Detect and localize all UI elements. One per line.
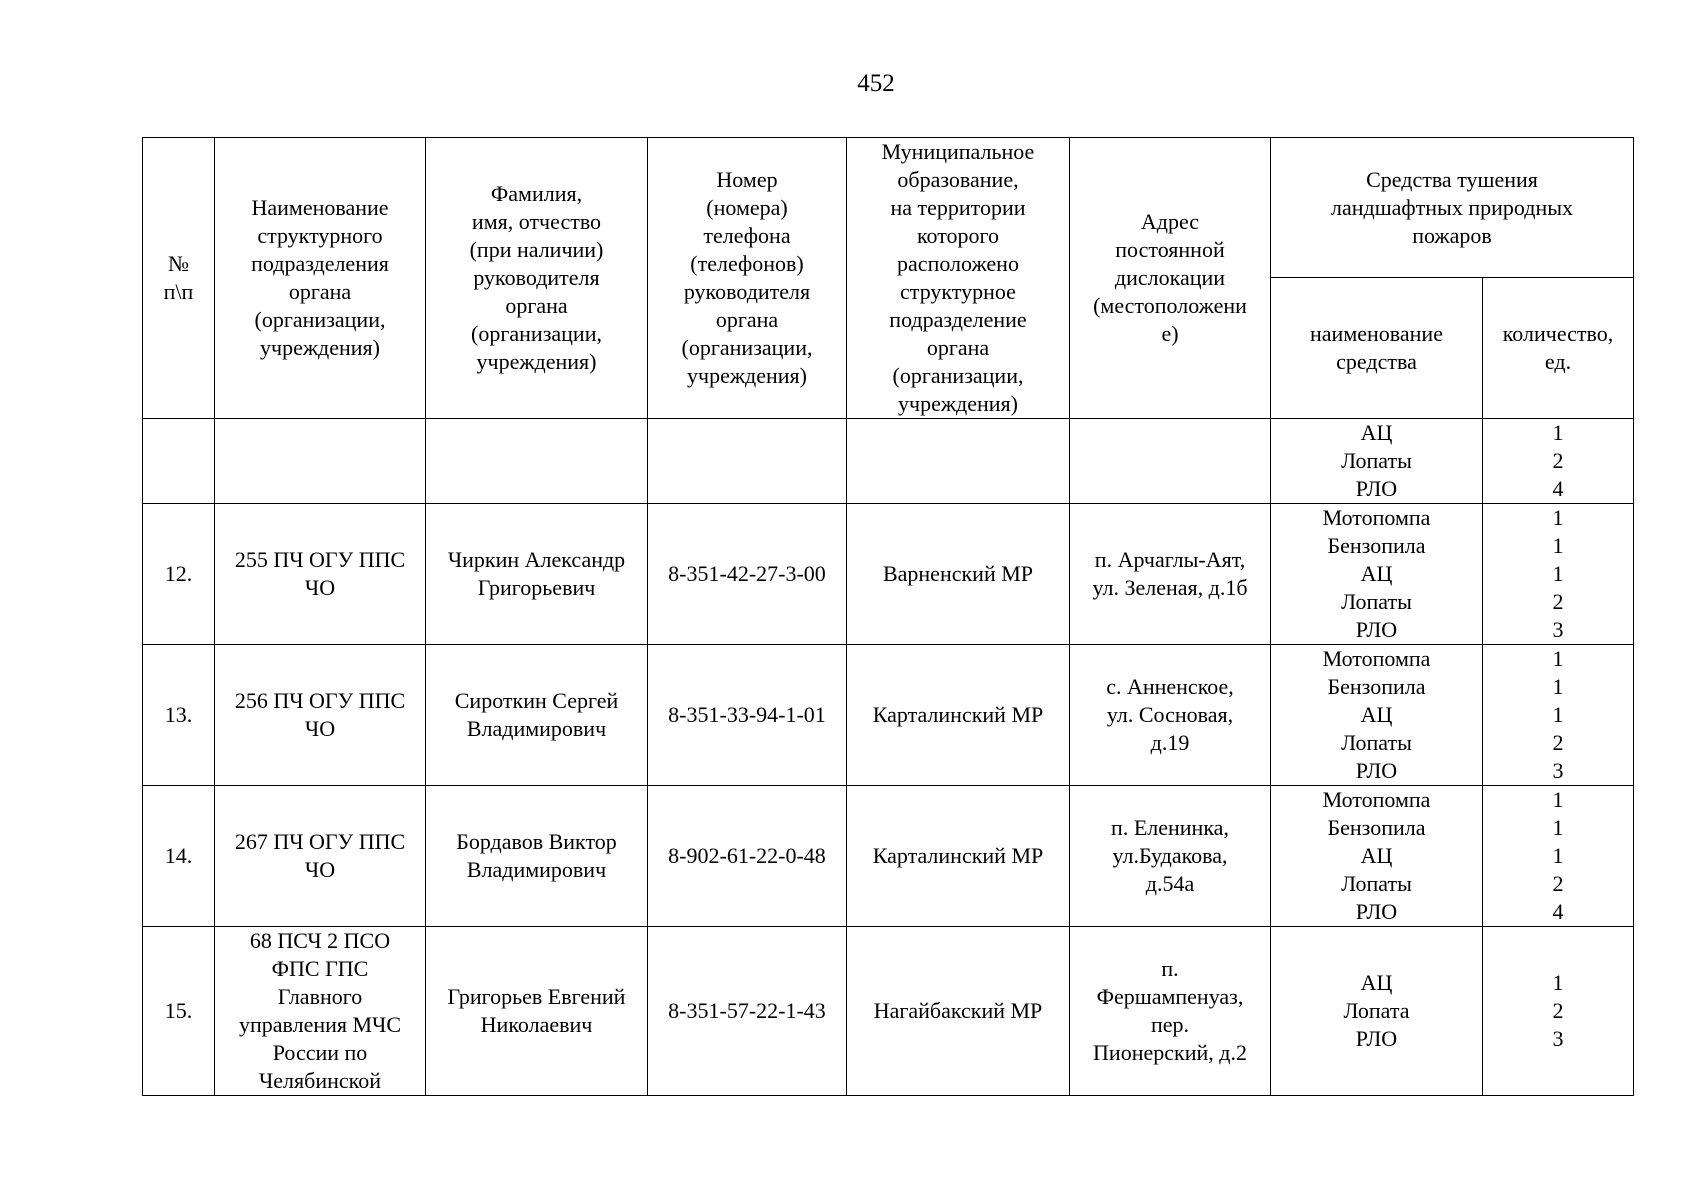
- cell-address: п. Фершампенуаз, пер. Пионерский, д.2: [1070, 927, 1271, 1096]
- cell-unit: [215, 419, 426, 504]
- cell-phone: 8-351-33-94-1-01: [648, 645, 847, 786]
- cell-head: Чиркин Александр Григорьевич: [426, 504, 648, 645]
- cell-means: Мотопомпа Бензопила АЦ Лопаты РЛО: [1271, 504, 1483, 645]
- cell-address: с. Анненское, ул. Сосновая, д.19: [1070, 645, 1271, 786]
- cell-num: 13.: [143, 645, 215, 786]
- cell-phone: 8-902-61-22-0-48: [648, 786, 847, 927]
- header-means-group: Средства тушения ландшафтных природных пожаров: [1271, 138, 1634, 278]
- cell-municipality: Нагайбакский МР: [847, 927, 1070, 1096]
- cell-municipality: [847, 419, 1070, 504]
- cell-address: [1070, 419, 1271, 504]
- cell-num: 12.: [143, 504, 215, 645]
- cell-means: АЦ Лопаты РЛО: [1271, 419, 1483, 504]
- cell-address: п. Арчаглы-Аят, ул. Зеленая, д.1б: [1070, 504, 1271, 645]
- header-means-name: наименование средства: [1271, 278, 1483, 419]
- cell-address: п. Еленинка, ул.Будакова, д.54а: [1070, 786, 1271, 927]
- cell-head: Бордавов Виктор Владимирович: [426, 786, 648, 927]
- header-municipality: Муниципальное образование, на территории которого расположено структурное подразделение органа (организации, учреждения): [847, 138, 1070, 419]
- cell-municipality: Карталинский МР: [847, 786, 1070, 927]
- cell-phone: [648, 419, 847, 504]
- cell-means: АЦ Лопата РЛО: [1271, 927, 1483, 1096]
- header-address: Адрес постоянной дислокации (местоположени е): [1070, 138, 1271, 419]
- cell-qty: 1 1 1 2 4: [1483, 786, 1634, 927]
- cell-municipality: Варненский МР: [847, 504, 1070, 645]
- cell-head: Григорьев Евгений Николаевич: [426, 927, 648, 1096]
- cell-unit: 256 ПЧ ОГУ ППС ЧО: [215, 645, 426, 786]
- table-row: [143, 645, 1634, 786]
- fire-units-table: [142, 137, 1634, 1096]
- header-means-qty: количество, ед.: [1483, 278, 1634, 419]
- cell-unit: 267 ПЧ ОГУ ППС ЧО: [215, 786, 426, 927]
- cell-num: 14.: [143, 786, 215, 927]
- table-row: [143, 786, 1634, 927]
- header-head: Фамилия, имя, отчество (при наличии) руководителя органа (организации, учреждения): [426, 138, 648, 419]
- cell-municipality: Карталинский МР: [847, 645, 1070, 786]
- cell-qty: 1 2 4: [1483, 419, 1634, 504]
- cell-head: [426, 419, 648, 504]
- cell-qty: 1 1 1 2 3: [1483, 504, 1634, 645]
- table-row: [143, 419, 1634, 504]
- cell-phone: 8-351-42-27-3-00: [648, 504, 847, 645]
- header-phone: Номер (номера) телефона (телефонов) руководителя органа (организации, учреждения): [648, 138, 847, 419]
- cell-means: Мотопомпа Бензопила АЦ Лопаты РЛО: [1271, 645, 1483, 786]
- cell-unit: 255 ПЧ ОГУ ППС ЧО: [215, 504, 426, 645]
- cell-qty: 1 2 3: [1483, 927, 1634, 1096]
- table-header: [143, 138, 1634, 419]
- cell-num: [143, 419, 215, 504]
- cell-phone: 8-351-57-22-1-43: [648, 927, 847, 1096]
- table-body: [143, 419, 1634, 1096]
- page-number: 452: [857, 70, 895, 97]
- header-unit: Наименование структурного подразделения органа (организации, учреждения): [215, 138, 426, 419]
- cell-head: Сироткин Сергей Владимирович: [426, 645, 648, 786]
- header-num: № п\п: [143, 138, 215, 419]
- table-row: [143, 927, 1634, 1096]
- cell-means: Мотопомпа Бензопила АЦ Лопаты РЛО: [1271, 786, 1483, 927]
- cell-num: 15.: [143, 927, 215, 1096]
- cell-qty: 1 1 1 2 3: [1483, 645, 1634, 786]
- cell-unit: 68 ПСЧ 2 ПСО ФПС ГПС Главного управления МЧС России по Челябинской: [215, 927, 426, 1096]
- table-row: [143, 504, 1634, 645]
